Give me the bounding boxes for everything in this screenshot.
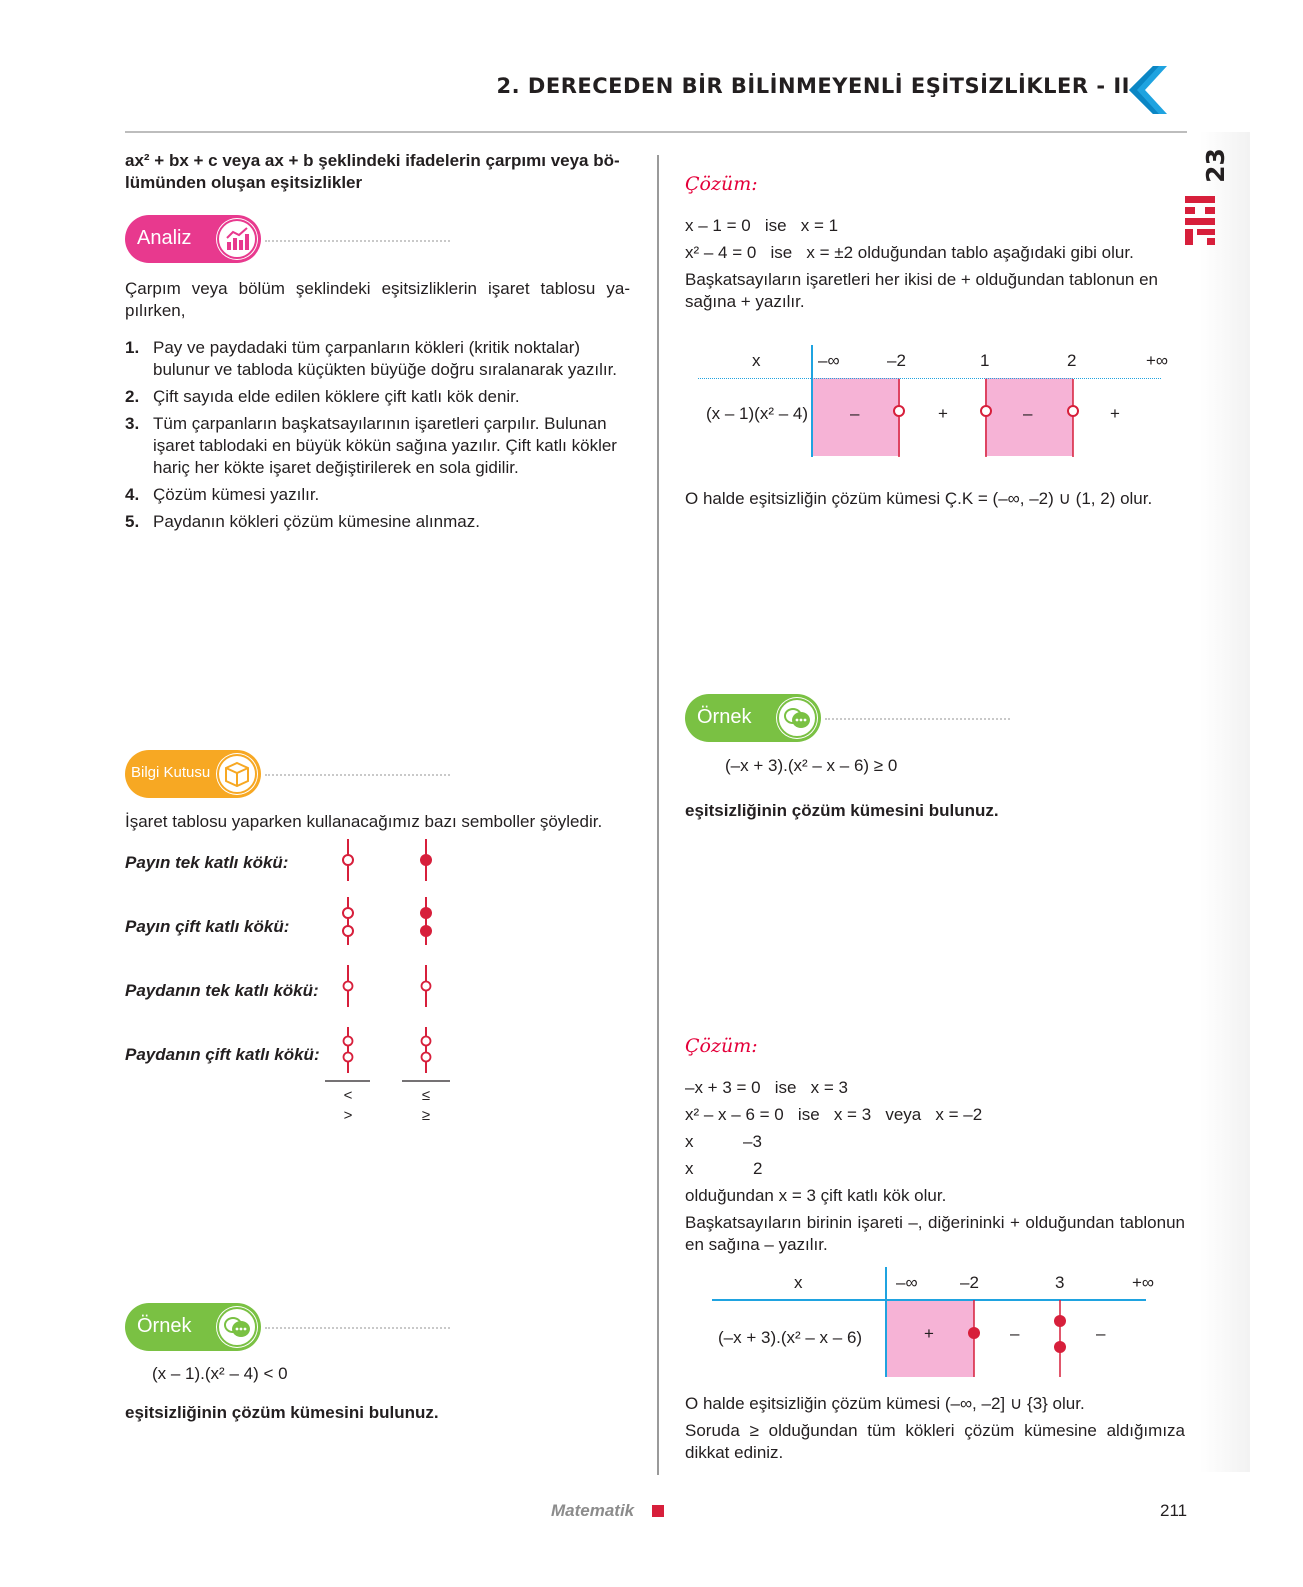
ornek-expression: (x – 1).(x² – 4) < 0 xyxy=(152,1364,288,1383)
bilgi-kutusu-badge xyxy=(125,750,261,798)
footer-subject: Matematik xyxy=(551,1501,635,1520)
closed-root-icon xyxy=(420,854,432,866)
page-number: 211 xyxy=(1160,1501,1188,1520)
table-row-label: (x – 1)(x² – 4) xyxy=(706,404,809,423)
table-sign: – xyxy=(1096,1324,1106,1343)
legend-strict: < > xyxy=(343,1087,353,1124)
cozum-label: Çözüm: xyxy=(685,1035,758,1057)
table-point: –∞ xyxy=(818,351,840,370)
root-markers xyxy=(698,345,1168,460)
steps-list xyxy=(125,337,630,538)
root-symbols xyxy=(320,835,460,1095)
table-point: 3 xyxy=(1055,1273,1065,1292)
sign-table-2 xyxy=(712,1267,1162,1377)
table-sign: – xyxy=(1023,404,1033,423)
dotted-rule xyxy=(825,718,1010,720)
box-icon xyxy=(216,753,258,795)
symbol-label: Paydanın çift katlı kökü: xyxy=(125,1045,320,1064)
list-item: 3. Tüm çarpanların başkatsayılarının işaretleri çarpılır. Bulunan işaret tablodaki en büyük kökün sağına yazılır. Çift katlı kökler hariç her kökte işaret değiştirilerek en sola gidilir. xyxy=(125,414,617,477)
table-sign: + xyxy=(924,1324,934,1343)
logo-icon xyxy=(1185,196,1215,250)
table-sign: + xyxy=(938,404,948,423)
symbol-label: Payın tek katlı kökü: xyxy=(125,853,289,872)
ornek-label: Örnek xyxy=(137,1315,192,1337)
table-point: 2 xyxy=(1067,351,1077,370)
legend-nonstrict: ≤ ≥ xyxy=(421,1087,431,1124)
table-point: –2 xyxy=(960,1273,979,1292)
cozum-label: Çözüm: xyxy=(685,173,758,195)
ornek2-task: eşitsizliğinin çözüm kümesini bulunuz. xyxy=(685,801,999,820)
cozum1-text: x – 1 = 0 ise x = 1 x² – 4 = 0 ise x = ±2 olduğundan tablo aşağıdaki gibi olur. Başkatsayıların işaretleri her ikisi de + olduğundan tablonun en sağına + yazılır. xyxy=(685,216,1158,311)
dotted-rule xyxy=(265,1327,450,1329)
table-sign: – xyxy=(1010,1324,1020,1343)
header-rule xyxy=(125,131,1187,133)
symbol-label: Paydanın tek katlı kökü: xyxy=(125,981,319,1000)
cozum2-result: O halde eşitsizliğin çözüm kümesi (–∞, –2] ∪ {3} olur. xyxy=(685,1394,1085,1413)
ornek-badge xyxy=(685,694,821,742)
analiz-text: Çarpım veya bölüm şeklindeki eşitsizliklerin işaret tablosu ya-pılırken, xyxy=(125,279,630,320)
dotted-rule xyxy=(265,774,450,776)
list-item: 5. Paydanın kökleri çözüm kümesine alınmaz. xyxy=(125,512,480,531)
page-title: 2. DERECEDEN BİR BİLİNMEYENLİ EŞİTSİZLİKLER - II xyxy=(496,74,1130,98)
column-divider xyxy=(657,155,659,1475)
cozum1-result: O halde eşitsizliğin çözüm kümesi Ç.K = (–∞, –2) ∪ (1, 2) olur. xyxy=(685,489,1153,508)
ornek-badge xyxy=(125,1303,261,1351)
table-row-label: (–x + 3).(x² – x – 6) xyxy=(718,1328,863,1347)
ornek-label: Örnek xyxy=(697,706,752,728)
table-point: –∞ xyxy=(896,1273,918,1292)
table-point: 1 xyxy=(980,351,990,370)
chevron-left-icon xyxy=(1125,66,1167,114)
ornek2-expression: (–x + 3).(x² – x – 6) ≥ 0 xyxy=(725,756,898,775)
side-tab-number xyxy=(1200,145,1230,185)
table-x-label: x xyxy=(794,1273,803,1292)
chart-icon xyxy=(216,218,258,260)
side-tab-label: 23 xyxy=(1200,148,1230,183)
ornek-task: eşitsizliğinin çözüm kümesini bulunuz. xyxy=(125,1403,439,1422)
list-item: 1. Pay ve paydadaki tüm çarpanların kökleri (kritik noktalar) bulunur ve tabloda küçükten büyüğe doğru sıralanarak yazılır. xyxy=(125,338,618,379)
analiz-badge xyxy=(125,215,261,263)
intro-line: ax² + bx + c veya ax + b şeklindeki ifadelerin çarpımı veya bö- xyxy=(125,151,620,170)
table-point: +∞ xyxy=(1146,351,1169,370)
table-x-label: x xyxy=(752,351,761,370)
footer-square xyxy=(652,1505,664,1517)
intro-line: lümünden oluşan eşitsizlikler xyxy=(125,173,363,192)
cozum2-text: –x + 3 = 0 ise x = 3 x² – x – 6 = 0 ise x = 3 veya x = –2 x –3 x 2 olduğundan x = 3 çift katlı kök olur. Başkatsayıların birinin işareti –, diğerininki + olduğundan tablonun en sağına – yazılır. xyxy=(685,1078,1185,1254)
open-root-icon xyxy=(343,855,353,865)
bilgi-kutusu-label: Bilgi Kutusu xyxy=(131,764,211,781)
speech-bubbles-icon xyxy=(776,697,818,739)
table-point: +∞ xyxy=(1132,1273,1155,1292)
side-tab xyxy=(1200,132,1250,1472)
intro-heading xyxy=(125,150,630,194)
analiz-label: Analiz xyxy=(137,227,192,249)
bilgi-text: İşaret tablosu yaparken kullanacağımız bazı semboller şöyledir. xyxy=(125,812,603,831)
table-point: –2 xyxy=(887,351,906,370)
dotted-rule xyxy=(265,240,450,242)
root-markers xyxy=(712,1267,1162,1377)
table-sign: – xyxy=(850,404,860,423)
speech-bubbles-icon xyxy=(216,1306,258,1348)
list-item: 4. Çözüm kümesi yazılır. xyxy=(125,485,320,504)
symbol-label: Payın çift katlı kökü: xyxy=(125,917,290,936)
table-sign: + xyxy=(1110,404,1120,423)
sign-table-1 xyxy=(698,345,1168,460)
cozum2-note: Soruda ≥ olduğundan tüm kökleri çözüm kümesine aldığımıza dikkat ediniz. xyxy=(685,1421,1185,1462)
list-item: 2. Çift sayıda elde edilen köklere çift katlı kök denir. xyxy=(125,387,520,406)
